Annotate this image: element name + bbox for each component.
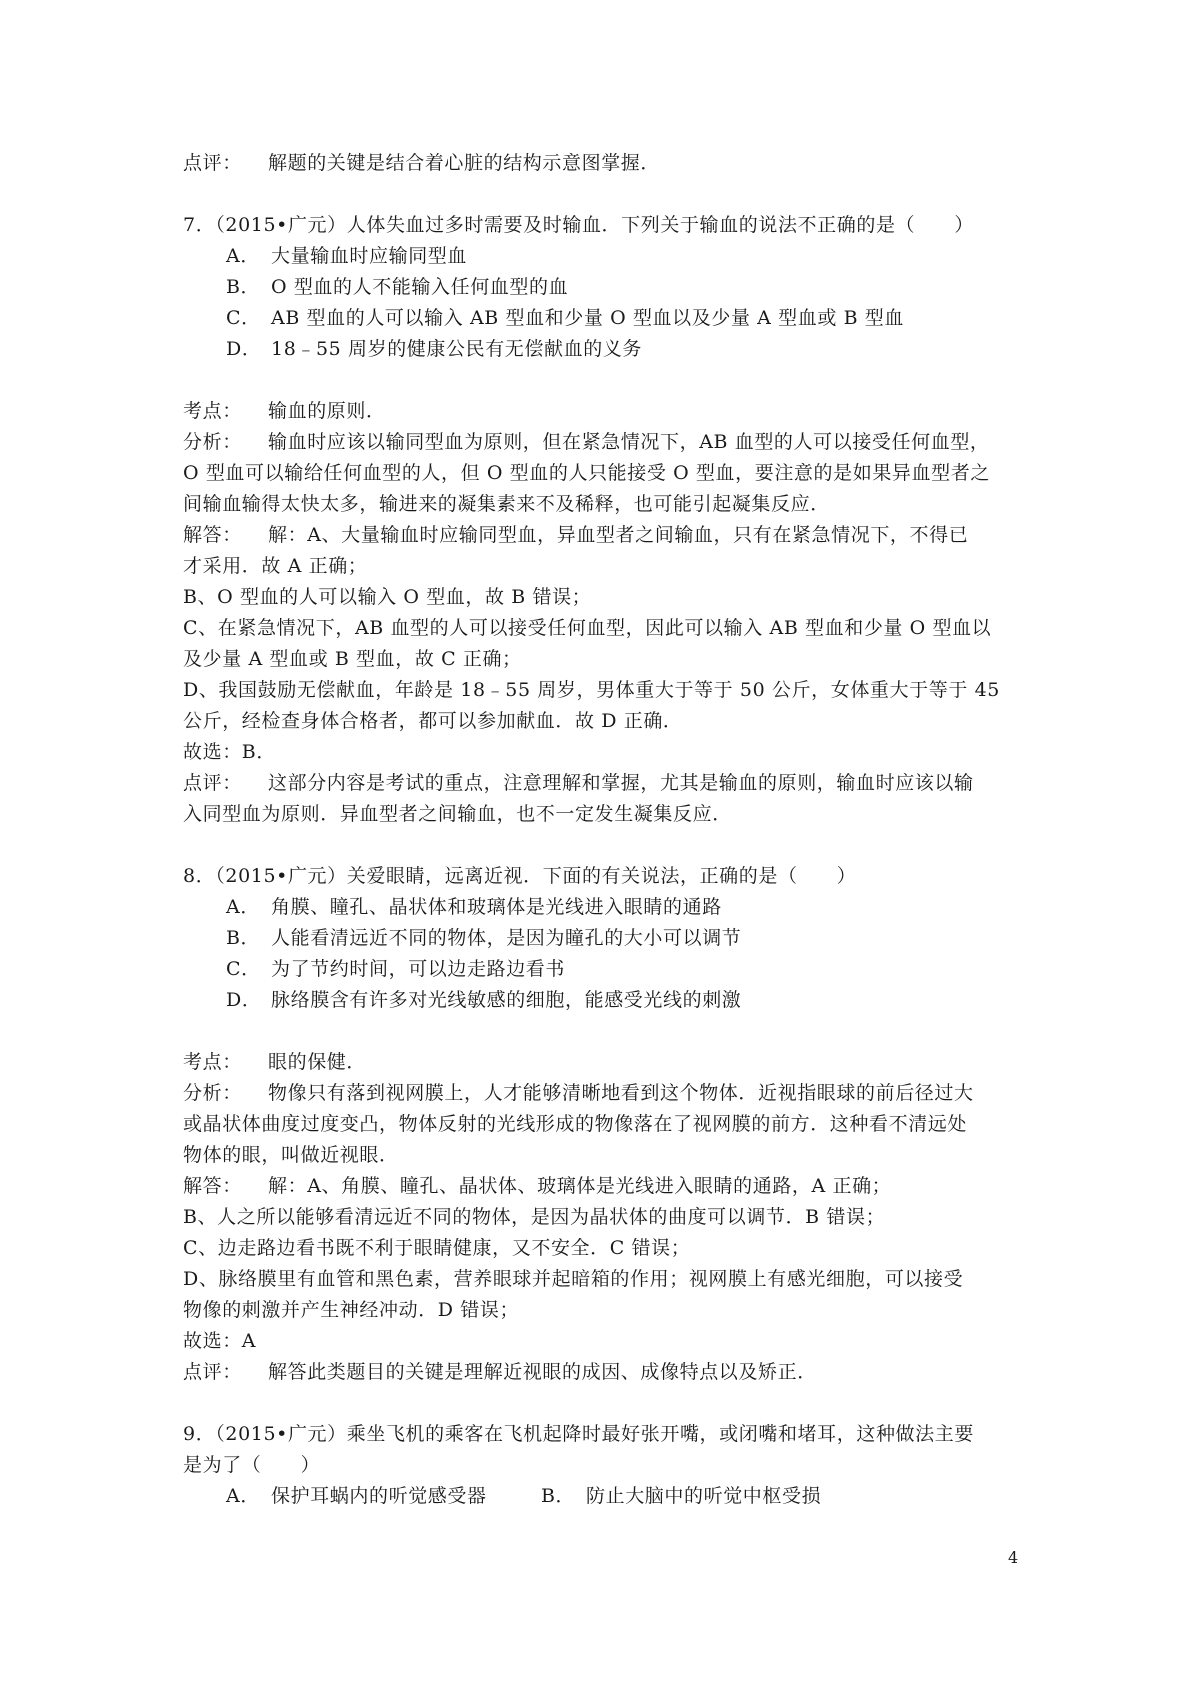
page-number: 4 [1008, 1548, 1019, 1567]
question-9-stem-cont: 是为了（ ） [183, 1454, 321, 1476]
q7-jieda [183, 520, 1033, 551]
jieda-line: 公斤，经检查身体合格者，都可以参加献血．故 D 正确． [183, 710, 683, 732]
option-text: 角膜、瞳孔、晶状体和玻璃体是光线进入眼睛的通路 [271, 896, 722, 918]
fenxi-label: 分析： [183, 431, 242, 453]
q7-option-d [183, 334, 1033, 365]
kaodian-text: 眼的保健． [268, 1051, 367, 1073]
jieda-line: C、在紧急情况下，AB 血型的人可以接受任何血型，因此可以输入 AB 型血和少量 O 型血以 [183, 617, 992, 639]
option-text: O 型血的人不能输入任何血型的血 [271, 276, 569, 298]
option-letter: B． [541, 1485, 576, 1507]
jieda-line: C、边走路边看书既不利于眼睛健康，又不安全．C 错误； [183, 1237, 691, 1259]
spacer [183, 179, 1033, 210]
q7-option-b [183, 272, 1033, 303]
review-paragraph [183, 148, 1033, 179]
review-label: 点评： [183, 1361, 242, 1383]
fenxi-line: 输血时应该以输同型血为原则，但在紧急情况下，AB 血型的人可以接受任何血型， [268, 431, 990, 453]
q7-review [183, 768, 1033, 799]
jieda-line: 物像的刺激并产生神经冲动．D 错误； [183, 1299, 520, 1321]
review-line: 入同型血为原则．异血型者之间输血，也不一定发生凝集反应． [183, 803, 732, 825]
review-label: 点评： [183, 152, 242, 174]
spacer [183, 1016, 1033, 1047]
option-text: 防止大脑中的听觉中枢受损 [586, 1485, 822, 1507]
option-letter: C． [226, 307, 261, 329]
option-letter: A． [226, 1485, 260, 1507]
spacer [183, 365, 1033, 396]
q8-option-b [183, 923, 1033, 954]
option-text: 脉络膜含有许多对光线敏感的细胞，能感受光线的刺激 [271, 989, 742, 1011]
q7-option-a [183, 241, 1033, 272]
option-letter: D． [226, 338, 262, 360]
option-text: 为了节约时间，可以边走路边看书 [271, 958, 566, 980]
jieda-line: B、O 型血的人可以输入 O 型血，故 B 错误； [183, 586, 592, 608]
option-letter: B． [226, 927, 261, 949]
jieda-line: 解：A、角膜、瞳孔、晶状体、玻璃体是光线进入眼睛的通路，A 正确； [268, 1175, 892, 1197]
fenxi-line: 或晶状体曲度过度变凸，物体反射的光线形成的物像落在了视网膜的前方．这种看不清远处 [183, 1113, 968, 1135]
jieda-line: 解：A、大量输血时应输同型血，异血型者之间输血，只有在紧急情况下，不得已 [268, 524, 969, 546]
spacer [183, 830, 1033, 861]
question-9-stem: 9．（2015•广元）乘坐飞机的乘客在飞机起降时最好张开嘴，或闭嘴和堵耳，这种做法主要 [183, 1423, 974, 1445]
jieda-line: 及少量 A 型血或 B 型血，故 C 正确； [183, 648, 522, 670]
spacer [183, 1388, 1033, 1419]
jieda-line: D、脉络膜里有血管和黑色素，营养眼球并起暗箱的作用；视网膜上有感光细胞，可以接受 [183, 1268, 964, 1290]
q7-kaodian [183, 396, 1033, 427]
q8-option-d [183, 985, 1033, 1016]
jieda-line: D、我国鼓励无偿献血，年龄是 18﹣55 周岁，男体重大于等于 50 公斤，女体重大于等于 45 [183, 679, 1000, 701]
review-line: 解答此类题目的关键是理解近视眼的成因、成像特点以及矫正． [268, 1361, 817, 1383]
jieda-label: 解答： [183, 1175, 242, 1197]
option-letter: B． [226, 276, 261, 298]
fenxi-label: 分析： [183, 1082, 242, 1104]
kaodian-text: 输血的原则． [268, 400, 386, 422]
jieda-label: 解答： [183, 524, 242, 546]
option-text: AB 型血的人可以输入 AB 型血和少量 O 型血以及少量 A 型血或 B 型血 [271, 307, 904, 329]
fenxi-line: 物像只有落到视网膜上，人才能够清晰地看到这个物体．近视指眼球的前后径过大 [268, 1082, 974, 1104]
kaodian-label: 考点： [183, 1051, 242, 1073]
option-text: 人能看清远近不同的物体，是因为瞳孔的大小可以调节 [271, 927, 742, 949]
q8-option-c [183, 954, 1033, 985]
jieda-line: 才采用．故 A 正确； [183, 555, 368, 577]
option-letter: D． [226, 989, 262, 1011]
option-text: 18﹣55 周岁的健康公民有无偿献血的义务 [271, 338, 642, 360]
option-text: 保护耳蜗内的听觉感受器 [271, 1485, 487, 1507]
fenxi-line: 间输血输得太快太多，输进来的凝集素来不及稀释，也可能引起凝集反应． [183, 493, 830, 515]
review-label: 点评： [183, 772, 242, 794]
fenxi-line: O 型血可以输给任何血型的人，但 O 型血的人只能接受 O 型血，要注意的是如果异血型者之 [183, 462, 990, 484]
q8-answer: 故选：A [183, 1330, 257, 1352]
q8-jieda [183, 1171, 1033, 1202]
kaodian-label: 考点： [183, 400, 242, 422]
q9-options-ab [183, 1481, 1033, 1512]
option-letter: C． [226, 958, 261, 980]
q8-kaodian [183, 1047, 1033, 1078]
q8-review [183, 1357, 1033, 1388]
q7-answer: 故选：B． [183, 741, 276, 763]
q8-option-a [183, 892, 1033, 923]
question-7-stem: 7．（2015•广元）人体失血过多时需要及时输血．下列关于输血的说法不正确的是（ ） [183, 214, 974, 236]
review-line: 这部分内容是考试的重点，注意理解和掌握，尤其是输血的原则，输血时应该以输 [268, 772, 974, 794]
option-letter: A． [226, 896, 260, 918]
jieda-line: B、人之所以能够看清远近不同的物体，是因为晶状体的曲度可以调节．B 错误； [183, 1206, 886, 1228]
fenxi-line: 物体的眼，叫做近视眼． [183, 1144, 399, 1166]
q7-fenxi [183, 427, 1033, 458]
option-text: 大量输血时应输同型血 [271, 245, 468, 267]
q7-option-c [183, 303, 1033, 334]
review-text: 解题的关键是结合着心脏的结构示意图掌握． [268, 152, 661, 174]
question-8-stem: 8．（2015•广元）关爱眼睛，远离近视．下面的有关说法，正确的是（ ） [183, 865, 857, 887]
document-body [183, 148, 1033, 1512]
q8-fenxi [183, 1078, 1033, 1109]
option-letter: A． [226, 245, 260, 267]
